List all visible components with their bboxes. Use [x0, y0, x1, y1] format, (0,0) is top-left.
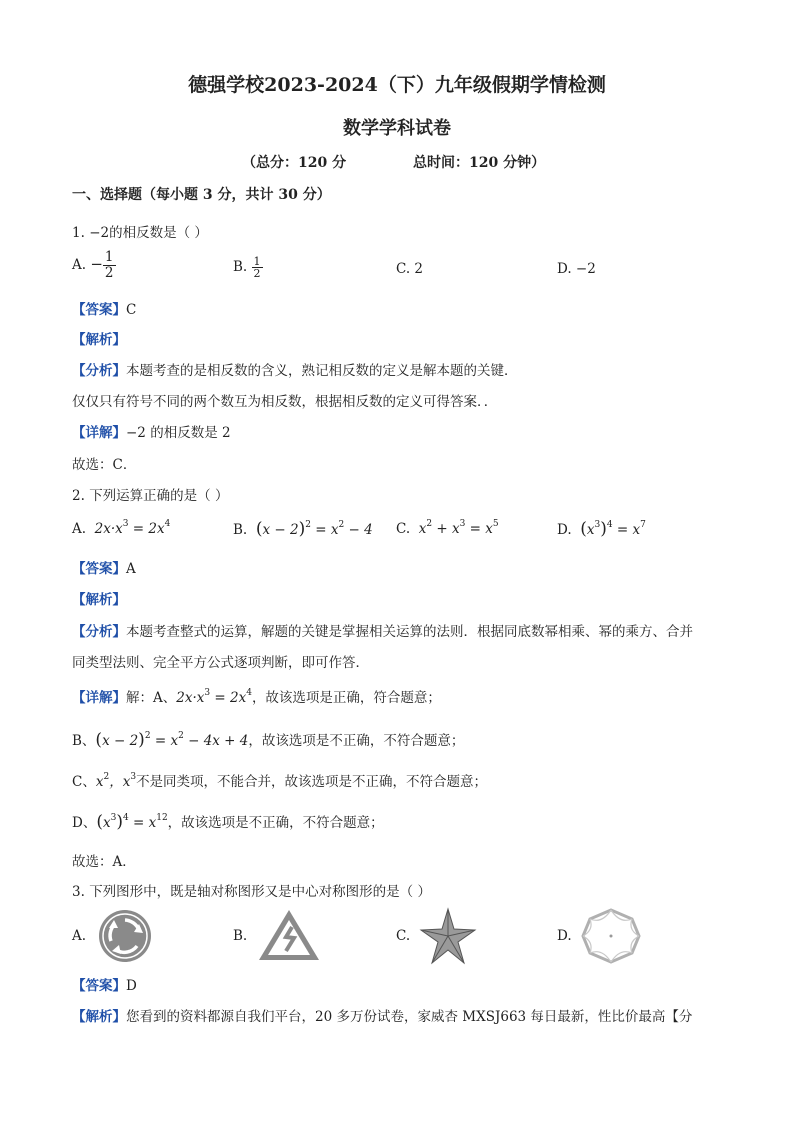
- q2-option-b-label: B.: [233, 522, 248, 538]
- q2-option-b: B. $(x - 2)^2 = x^2 - 4$: [233, 519, 373, 539]
- q2-analysis-text-1: 本题考查整式的运算，解题的关键是掌握相关运算的法则．根据同底数幂相乘、幂的乘方、合并: [126, 624, 693, 640]
- q2-option-a-label: A.: [72, 521, 87, 537]
- q2-detail-d-post: ，故该选项是不正确，不符合题意；: [167, 815, 384, 831]
- q2-answer-value: A: [126, 561, 136, 577]
- q1-stem: 的相反数是（ ）: [109, 225, 208, 241]
- answer-tag: 【答案】: [72, 561, 126, 577]
- q1-answer-value: C: [126, 302, 137, 318]
- q3-answer-value: D: [126, 978, 137, 994]
- q1-option-b-label: B.: [233, 259, 248, 275]
- q2-analysis-head: [72, 588, 126, 608]
- winding-road-sign-icon: [256, 907, 322, 963]
- question-2: [72, 484, 228, 504]
- q2-option-d-label: D.: [557, 522, 572, 538]
- q1-analysis-head: [72, 328, 126, 348]
- q1-detail: [72, 421, 231, 441]
- q2-number: 2.: [72, 488, 85, 504]
- q2-detail-b-post: ，故该选项是不正确，不符合题意；: [248, 733, 465, 749]
- q2-detail-a-post: ，故该选项是正确，符合题意；: [251, 690, 441, 706]
- q2-detail-d-pre: D、: [72, 815, 97, 831]
- question-3: [72, 880, 431, 900]
- q2-stem: 下列运算正确的是（ ）: [89, 488, 229, 504]
- q2-detail-a-pre: 解：A、: [126, 690, 177, 706]
- q2-detail-a: 【详解】解：A、$2x\cdot x^3 = 2x^4$，故该选项是正确，符合题意；: [72, 688, 441, 706]
- q2-option-a: A. $2x\cdot x^3 = 2x^4$: [72, 519, 171, 537]
- q3-stem: 下列图形中，既是轴对称图形又是中心对称图形的是（ ）: [89, 884, 431, 900]
- q2-detail-c-pre: C、: [72, 774, 96, 790]
- analysis-tag: 【解析】: [72, 1009, 126, 1025]
- q2-option-c: C. $x^2 + x^3 = x^5$: [396, 519, 499, 537]
- q2-detail-b: B、$(x - 2)^2 = x^2 - 4x + 4$，故该选项是不正确，不符合题意；: [72, 730, 465, 750]
- q2-analysis-2: 同类型法则、完全平方公式逐项判断，即可作答．: [72, 655, 369, 671]
- question-1: [72, 221, 208, 241]
- q3-number: 3.: [72, 884, 85, 900]
- q3-analysis-text: 您看到的资料都源自我们平台，20 多万份试卷，家威杏 MXSJ663 每日最新，性比价最高【分: [126, 1009, 693, 1025]
- five-point-star-icon: [418, 906, 478, 966]
- answer-tag: 【答案】: [72, 978, 126, 994]
- total-time: 总时间：120 分钟）: [413, 155, 546, 171]
- q1-option-d: D. −2: [557, 261, 596, 277]
- analysis-tag: 【解析】: [72, 592, 126, 608]
- q1-detail-text: −2 的相反数是 2: [126, 425, 231, 441]
- total-score: （总分：120 分: [242, 155, 347, 171]
- q2-answer: [72, 557, 136, 577]
- q2-detail-c: C、$x^2$，$x^3$不是同类项，不能合并，故该选项是不正确，不符合题意；: [72, 772, 488, 790]
- exam-title: 德强学校2023-2024（下）九年级假期学情检测: [188, 74, 606, 96]
- q2-detail-c-post: 不是同类项，不能合并，故该选项是不正确，不符合题意；: [136, 774, 488, 790]
- q3-option-a-label: A.: [72, 928, 87, 944]
- q1-option-a-label: A.: [72, 257, 87, 273]
- q1-analysis-1: [72, 359, 518, 379]
- q1-answer: [72, 298, 136, 318]
- q1-option-a: A. − $\frac{1}{2}$: [72, 249, 114, 281]
- detail-tag: 【详解】: [72, 690, 126, 706]
- q1-minus2: −2: [89, 225, 110, 241]
- q1-option-a-fraction: $\frac{1}{2}$: [104, 249, 114, 281]
- q1-analysis-text-1: 本题考查的是相反数的含义，熟记相反数的定义是解本题的关键．: [126, 363, 518, 379]
- q1-option-b-fraction: $\frac{1}{2}$: [253, 255, 261, 280]
- q1-option-b: [233, 256, 263, 279]
- q3-option-d-label: D.: [557, 928, 572, 944]
- section-heading: 一、选择题（每小题 3 分，共计 30 分）: [72, 187, 331, 203]
- detail-tag: 【详解】: [72, 425, 126, 441]
- umbrella-top-icon: [580, 906, 642, 966]
- fenxi-tag: 【分析】: [72, 624, 126, 640]
- fenxi-tag: 【分析】: [72, 363, 126, 379]
- q3-analysis: [72, 1005, 692, 1025]
- answer-tag: 【答案】: [72, 302, 126, 318]
- q1-choose: 故选：C．: [72, 457, 137, 473]
- q2-detail-b-pre: B、: [72, 733, 96, 749]
- q1-number: 1.: [72, 225, 85, 241]
- q3-option-c-label: C.: [396, 928, 411, 944]
- q2-choose: 故选：A．: [72, 854, 136, 870]
- q2-option-c-label: C.: [396, 521, 411, 537]
- q2-detail-d: D、$(x^3)^4 = x^{12}$，故该选项是不正确，不符合题意；: [72, 812, 384, 832]
- analysis-tag: 【解析】: [72, 332, 126, 348]
- q3-option-b-label: B.: [233, 928, 248, 944]
- q1-analysis-2: 仅仅只有符号不同的两个数互为相反数，根据相反数的定义可得答案．．: [72, 394, 498, 410]
- exam-subtitle: 数学学科试卷: [343, 118, 451, 139]
- q1-option-c: C. 2: [396, 261, 424, 277]
- q2-analysis-1: [72, 620, 693, 640]
- recycle-sign-icon: [96, 908, 154, 964]
- q3-answer: [72, 974, 137, 994]
- q2-option-d: D. $(x^3)^4 = x^7$: [557, 519, 646, 539]
